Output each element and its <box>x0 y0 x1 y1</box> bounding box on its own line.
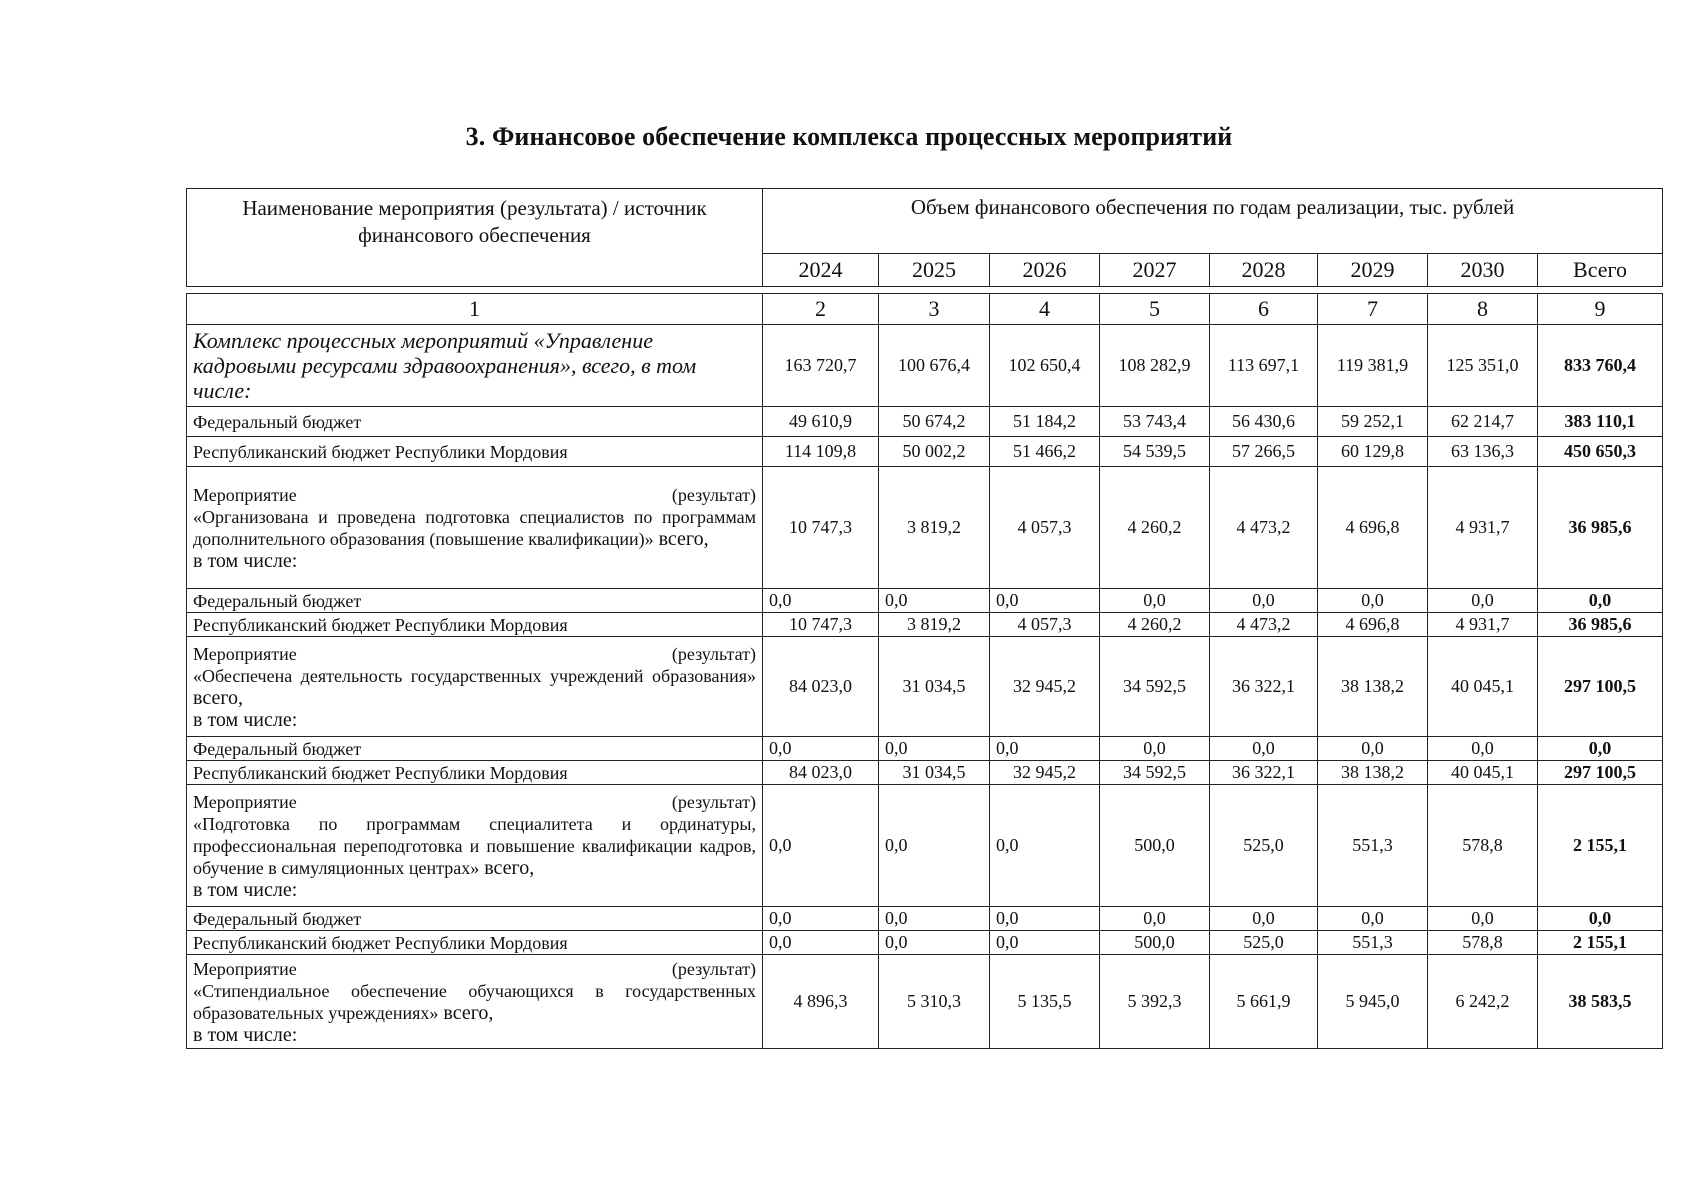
value-cell-2025: 0,0 <box>879 931 990 955</box>
row-name-cell: Комплекс процессных мероприятий «Управление кадровыми ресурсами здравоохранения», всего, в том числе: <box>187 325 763 407</box>
separator-cell <box>187 287 1663 294</box>
value-cell-2027: 4 260,2 <box>1100 467 1210 589</box>
column-number: 7 <box>1318 294 1428 325</box>
value-cell-2030: 4 931,7 <box>1428 467 1538 589</box>
measure-description <box>193 665 756 709</box>
value-cell-2028: 4 473,2 <box>1210 613 1318 637</box>
value-cell-2026: 4 057,3 <box>990 613 1100 637</box>
table-row <box>187 637 1663 737</box>
value-cell-2027: 4 260,2 <box>1100 613 1210 637</box>
financing-table-container <box>186 188 1662 1049</box>
total-cell: 383 110,1 <box>1538 407 1663 437</box>
value-cell-2024: 0,0 <box>763 737 879 761</box>
table-row <box>187 613 1663 637</box>
value-cell-2026: 32 945,2 <box>990 761 1100 785</box>
result-label: (результат) <box>671 791 756 812</box>
column-number: 4 <box>990 294 1100 325</box>
table-row <box>187 737 1663 761</box>
measure-label: Мероприятие <box>193 484 297 505</box>
value-cell-2025: 100 676,4 <box>879 325 990 407</box>
measure-title: «Подготовка по программам специалитета и ординатуры, профессиональная переподготовка и повышение квалификации кадров, обучение в симуляционных центрах» <box>193 813 756 878</box>
value-cell-2028: 113 697,1 <box>1210 325 1318 407</box>
column-number: 3 <box>879 294 990 325</box>
value-cell-2029: 551,3 <box>1318 931 1428 955</box>
value-cell-2030: 40 045,1 <box>1428 761 1538 785</box>
row-name-cell: Федеральный бюджет <box>187 907 763 931</box>
value-cell-2027: 53 743,4 <box>1100 407 1210 437</box>
value-cell-2024: 0,0 <box>763 785 879 907</box>
value-cell-2027: 0,0 <box>1100 907 1210 931</box>
value-cell-2030: 63 136,3 <box>1428 437 1538 467</box>
value-cell-2030: 0,0 <box>1428 589 1538 613</box>
value-cell-2030: 0,0 <box>1428 737 1538 761</box>
value-cell-2028: 0,0 <box>1210 907 1318 931</box>
value-cell-2025: 31 034,5 <box>879 761 990 785</box>
measure-title: «Стипендиальное обеспечение обучающихся в государственных образовательных учреждениях» <box>193 980 756 1023</box>
value-cell-2028: 36 322,1 <box>1210 761 1318 785</box>
row-name-cell: Федеральный бюджет <box>187 737 763 761</box>
value-cell-2026: 0,0 <box>990 907 1100 931</box>
measure-total-suffix: всего, <box>438 1001 494 1024</box>
page-title: 3. Финансовое обеспечение комплекса процессных мероприятий <box>465 122 1233 151</box>
value-cell-2028: 5 661,9 <box>1210 955 1318 1049</box>
table-row <box>187 761 1663 785</box>
row-name-cell: Республиканский бюджет Республики Мордовия <box>187 931 763 955</box>
value-cell-2030: 578,8 <box>1428 931 1538 955</box>
total-cell: 2 155,1 <box>1538 931 1663 955</box>
measure-label: Мероприятие <box>193 958 297 979</box>
column-number: 5 <box>1100 294 1210 325</box>
header-year-2030: 2030 <box>1428 254 1538 287</box>
measure-heading-line <box>193 484 756 506</box>
measure-heading-line <box>193 958 756 980</box>
value-cell-2027: 34 592,5 <box>1100 761 1210 785</box>
measure-total-suffix: всего, <box>193 686 244 709</box>
value-cell-2024: 0,0 <box>763 907 879 931</box>
value-cell-2024: 0,0 <box>763 589 879 613</box>
value-cell-2029: 0,0 <box>1318 737 1428 761</box>
measure-total-suffix: всего, <box>653 527 709 550</box>
column-number: 9 <box>1538 294 1663 325</box>
value-cell-2029: 4 696,8 <box>1318 613 1428 637</box>
measure-total-suffix: всего, <box>479 856 535 879</box>
row-name-cell <box>187 467 763 589</box>
total-cell: 0,0 <box>1538 907 1663 931</box>
header-separator <box>187 287 1663 294</box>
total-cell: 833 760,4 <box>1538 325 1663 407</box>
value-cell-2029: 0,0 <box>1318 907 1428 931</box>
row-name-cell: Республиканский бюджет Республики Мордовия <box>187 761 763 785</box>
value-cell-2027: 108 282,9 <box>1100 325 1210 407</box>
value-cell-2030: 62 214,7 <box>1428 407 1538 437</box>
measure-including-label: в том числе: <box>193 878 298 901</box>
total-cell: 297 100,5 <box>1538 637 1663 737</box>
total-cell: 0,0 <box>1538 737 1663 761</box>
value-cell-2026: 102 650,4 <box>990 325 1100 407</box>
total-cell: 297 100,5 <box>1538 761 1663 785</box>
value-cell-2030: 40 045,1 <box>1428 637 1538 737</box>
value-cell-2024: 0,0 <box>763 931 879 955</box>
value-cell-2025: 31 034,5 <box>879 637 990 737</box>
row-name-cell <box>187 637 763 737</box>
value-cell-2028: 525,0 <box>1210 931 1318 955</box>
value-cell-2024: 10 747,3 <box>763 613 879 637</box>
value-cell-2026: 4 057,3 <box>990 467 1100 589</box>
value-cell-2025: 5 310,3 <box>879 955 990 1049</box>
row-name-cell: Федеральный бюджет <box>187 589 763 613</box>
header-name-cell: Наименование мероприятия (результата) / источник финансового обеспечения <box>187 189 763 287</box>
value-cell-2028: 0,0 <box>1210 589 1318 613</box>
value-cell-2026: 5 135,5 <box>990 955 1100 1049</box>
table-row <box>187 589 1663 613</box>
table-row <box>187 785 1663 907</box>
value-cell-2030: 125 351,0 <box>1428 325 1538 407</box>
row-name-cell: Федеральный бюджет <box>187 407 763 437</box>
value-cell-2028: 36 322,1 <box>1210 637 1318 737</box>
column-number-row <box>187 294 1663 325</box>
value-cell-2026: 0,0 <box>990 737 1100 761</box>
value-cell-2024: 49 610,9 <box>763 407 879 437</box>
table-row <box>187 931 1663 955</box>
value-cell-2029: 38 138,2 <box>1318 637 1428 737</box>
measure-description <box>193 813 756 879</box>
table-row <box>187 407 1663 437</box>
value-cell-2030: 0,0 <box>1428 907 1538 931</box>
value-cell-2027: 0,0 <box>1100 589 1210 613</box>
measure-including-label: в том числе: <box>193 1023 298 1046</box>
total-cell: 0,0 <box>1538 589 1663 613</box>
value-cell-2027: 5 392,3 <box>1100 955 1210 1049</box>
value-cell-2027: 500,0 <box>1100 931 1210 955</box>
table-row <box>187 955 1663 1049</box>
value-cell-2024: 163 720,7 <box>763 325 879 407</box>
value-cell-2027: 500,0 <box>1100 785 1210 907</box>
header-volume-cell: Объем финансового обеспечения по годам реализации, тыс. рублей <box>763 189 1663 254</box>
value-cell-2026: 0,0 <box>990 931 1100 955</box>
value-cell-2024: 84 023,0 <box>763 761 879 785</box>
total-cell: 36 985,6 <box>1538 467 1663 589</box>
table-body <box>187 287 1663 1049</box>
value-cell-2028: 0,0 <box>1210 737 1318 761</box>
total-cell: 36 985,6 <box>1538 613 1663 637</box>
value-cell-2025: 3 819,2 <box>879 613 990 637</box>
value-cell-2029: 60 129,8 <box>1318 437 1428 467</box>
table-row <box>187 467 1663 589</box>
value-cell-2024: 114 109,8 <box>763 437 879 467</box>
header-total: Всего <box>1538 254 1663 287</box>
value-cell-2028: 525,0 <box>1210 785 1318 907</box>
header-year-2028: 2028 <box>1210 254 1318 287</box>
measure-title: «Обеспечена деятельность государственных учреждений образования» <box>193 665 756 686</box>
value-cell-2028: 57 266,5 <box>1210 437 1318 467</box>
value-cell-2030: 6 242,2 <box>1428 955 1538 1049</box>
value-cell-2027: 54 539,5 <box>1100 437 1210 467</box>
measure-including-label: в том числе: <box>193 708 298 731</box>
value-cell-2029: 4 696,8 <box>1318 467 1428 589</box>
value-cell-2025: 50 002,2 <box>879 437 990 467</box>
column-number: 1 <box>187 294 763 325</box>
measure-including-label: в том числе: <box>193 549 298 572</box>
measure-label: Мероприятие <box>193 643 297 664</box>
value-cell-2029: 0,0 <box>1318 589 1428 613</box>
header-year-2027: 2027 <box>1100 254 1210 287</box>
row-name-cell: Республиканский бюджет Республики Мордовия <box>187 613 763 637</box>
value-cell-2025: 3 819,2 <box>879 467 990 589</box>
header-year-2029: 2029 <box>1318 254 1428 287</box>
value-cell-2030: 578,8 <box>1428 785 1538 907</box>
column-number: 2 <box>763 294 879 325</box>
value-cell-2027: 0,0 <box>1100 737 1210 761</box>
total-cell: 38 583,5 <box>1538 955 1663 1049</box>
value-cell-2029: 38 138,2 <box>1318 761 1428 785</box>
row-name-cell <box>187 785 763 907</box>
value-cell-2029: 59 252,1 <box>1318 407 1428 437</box>
value-cell-2026: 0,0 <box>990 785 1100 907</box>
measure-description <box>193 506 756 550</box>
value-cell-2028: 4 473,2 <box>1210 467 1318 589</box>
total-cell: 450 650,3 <box>1538 437 1663 467</box>
total-cell: 2 155,1 <box>1538 785 1663 907</box>
row-name-cell <box>187 955 763 1049</box>
column-number: 8 <box>1428 294 1538 325</box>
financing-table <box>186 188 1663 1049</box>
value-cell-2027: 34 592,5 <box>1100 637 1210 737</box>
value-cell-2026: 32 945,2 <box>990 637 1100 737</box>
value-cell-2030: 4 931,7 <box>1428 613 1538 637</box>
value-cell-2026: 51 184,2 <box>990 407 1100 437</box>
value-cell-2026: 51 466,2 <box>990 437 1100 467</box>
value-cell-2025: 0,0 <box>879 737 990 761</box>
measure-heading-line <box>193 643 756 665</box>
value-cell-2025: 0,0 <box>879 785 990 907</box>
result-label: (результат) <box>671 643 756 664</box>
table-row <box>187 437 1663 467</box>
column-number: 6 <box>1210 294 1318 325</box>
value-cell-2029: 119 381,9 <box>1318 325 1428 407</box>
value-cell-2025: 0,0 <box>879 589 990 613</box>
measure-heading-line <box>193 791 756 813</box>
result-label: (результат) <box>671 484 756 505</box>
value-cell-2024: 84 023,0 <box>763 637 879 737</box>
measure-label: Мероприятие <box>193 791 297 812</box>
value-cell-2029: 551,3 <box>1318 785 1428 907</box>
value-cell-2025: 0,0 <box>879 907 990 931</box>
value-cell-2026: 0,0 <box>990 589 1100 613</box>
value-cell-2025: 50 674,2 <box>879 407 990 437</box>
measure-description <box>193 980 756 1024</box>
measure-title: «Организована и проведена подготовка специалистов по программам дополнительного образования (повышение квалификации)» <box>193 506 756 549</box>
result-label: (результат) <box>671 958 756 979</box>
value-cell-2029: 5 945,0 <box>1318 955 1428 1049</box>
header-year-2025: 2025 <box>879 254 990 287</box>
row-name-cell: Республиканский бюджет Республики Мордовия <box>187 437 763 467</box>
table-row <box>187 325 1663 407</box>
header-year-2026: 2026 <box>990 254 1100 287</box>
header-year-2024: 2024 <box>763 254 879 287</box>
value-cell-2028: 56 430,6 <box>1210 407 1318 437</box>
table-row <box>187 907 1663 931</box>
value-cell-2024: 10 747,3 <box>763 467 879 589</box>
value-cell-2024: 4 896,3 <box>763 955 879 1049</box>
